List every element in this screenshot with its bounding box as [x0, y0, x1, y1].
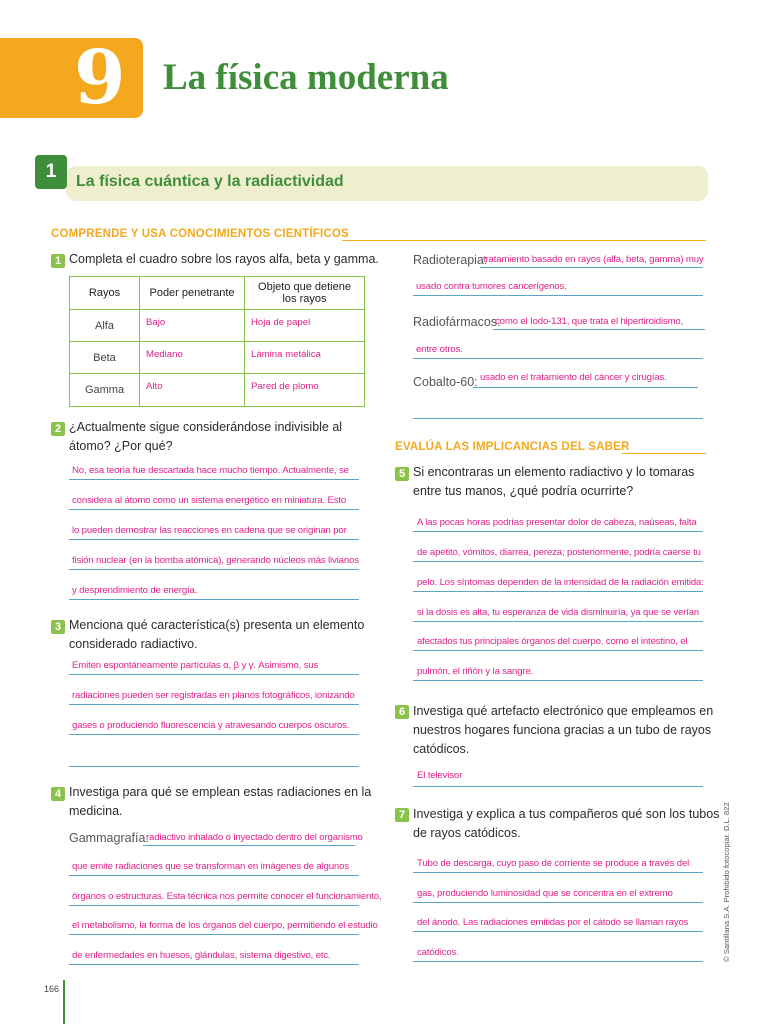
radiofarmacos-label: Radiofármacos:	[413, 315, 501, 329]
answer-line: de apetito, vómitos, diarrea, pereza; posteriormente, podría caerse tu	[413, 546, 703, 576]
table-cell: Hoja de papel	[245, 310, 365, 342]
table-header: Rayos	[70, 277, 140, 310]
section-number: 1	[35, 155, 67, 189]
question-3-line: Menciona qué característica(s) presenta un elemento	[69, 618, 365, 632]
question-3-text	[69, 616, 364, 654]
answer-line: El televisor	[413, 769, 703, 785]
table-cell: Beta	[70, 342, 140, 374]
table-cell: Alfa	[70, 310, 140, 342]
heading-comprende: COMPRENDE Y USA CONOCIMIENTOS CIENTÍFICOS	[51, 228, 349, 240]
answer-line: órganos o estructuras. Esta técnica nos permite conocer el funcionamiento,	[69, 890, 359, 919]
gammagrafia-label: Gammagrafía:	[69, 831, 149, 845]
question-number-7: 7	[395, 808, 409, 822]
question-6-line: nuestros hogares funciona gracias a un tubo de rayos	[413, 723, 712, 737]
table-cell: Mediano	[140, 342, 245, 374]
answer-line: fisión nuclear (en la bomba atómica), generando núcleos más livianos	[69, 554, 359, 584]
question-number-6: 6	[395, 705, 409, 719]
answer-5	[413, 516, 703, 695]
cobalto-label: Cobalto-60:	[413, 375, 478, 389]
answer-line: radiactivo inhalado o inyectado dentro del organismo	[143, 831, 355, 847]
answer-line: usado contra tumores cancerígenos.	[413, 280, 703, 296]
answer-line: Tubo de descarga, cuyo paso de corriente se produce a través del	[413, 857, 703, 887]
question-number-3: 3	[51, 620, 65, 634]
question-6-text	[413, 702, 713, 759]
answer-line: lo pueden demostrar las reacciones en cadena que se originan por	[69, 524, 359, 554]
radioterapia-label: Radioterapia:	[413, 253, 488, 267]
table-cell: Gamma	[70, 374, 140, 407]
question-7-text	[413, 805, 719, 843]
question-number-4: 4	[51, 787, 65, 801]
answer-line: No, esa teoría fue descartada hace mucho tiempo. Actualmente, se	[69, 464, 359, 494]
heading-evalua-rule	[622, 453, 706, 454]
chapter-number: 9	[74, 35, 126, 121]
answer-line: que emite radiaciones que se transforman en imágenes de algunos	[69, 860, 359, 890]
table-header: Poder penetrante	[140, 277, 245, 310]
question-number-1: 1	[51, 254, 65, 268]
answer-line: Emiten espontáneamente partículas α, β y γ. Asimismo, sus	[69, 659, 359, 689]
question-2-text	[69, 418, 342, 456]
answer-line	[413, 403, 703, 419]
page-number: 166	[44, 984, 60, 994]
table-row	[70, 342, 365, 374]
answer-line: radiaciones pueden ser registradas en planos fotográficos, ionizando	[69, 689, 359, 719]
question-1-text: Completa el cuadro sobre los rayos alfa, beta y gamma.	[69, 252, 379, 266]
copyright-notice: © Santillana S.A. Prohibido fotocopiar. D.L. 822	[722, 802, 731, 962]
table-row	[70, 374, 365, 407]
footer-rule	[63, 980, 65, 1024]
table-row	[70, 310, 365, 342]
question-5-line: Si encontraras un elemento radiactivo y lo tomaras	[413, 465, 695, 479]
answer-7	[413, 857, 703, 976]
answer-3	[69, 659, 359, 779]
answer-line: entre otros.	[413, 343, 703, 359]
question-2-line: átomo? ¿Por qué?	[69, 439, 173, 453]
question-7-line: Investiga y explica a tus compañeros qué son los tubos	[413, 807, 720, 821]
answer-line: si la dosis es alta, tu esperanza de vida disminuiría, ya que se verían	[413, 606, 703, 635]
answer-line: gases o produciendo fluorescencia y atravesando cuerpos oscuros.	[69, 719, 359, 749]
answer-line: pulmón, el riñón y la sangre.	[413, 665, 703, 695]
question-6-line: Investiga qué artefacto electrónico que empleamos en	[413, 704, 714, 718]
answer-line: del ánodo. Las radiaciones emitidas por el cátodo se llaman rayos	[413, 916, 703, 946]
answer-line: de enfermedades en huesos, glándulas, sistema digestivo, etc.	[69, 949, 359, 979]
table-cell: Pared de plomo	[245, 374, 365, 407]
section-title: La física cuántica y la radiactividad	[76, 173, 344, 190]
question-number-5: 5	[395, 467, 409, 481]
table-cell: Alto	[140, 374, 245, 407]
question-number-2: 2	[51, 422, 65, 436]
question-4-line: medicina.	[69, 804, 123, 818]
answer-line: A las pocas horas podrías presentar dolor de cabeza, naúseas, falta	[413, 516, 703, 546]
answer-line: y desprendimiento de energía.	[69, 584, 359, 614]
question-5-line: entre tus manos, ¿qué podría ocurrirte?	[413, 484, 634, 498]
question-5-text	[413, 463, 694, 501]
question-4-line: Investiga para qué se emplean estas radiaciones en la	[69, 785, 372, 799]
question-2-line: ¿Actualmente sigue considerándose indivisible al	[69, 420, 343, 434]
answer-2	[69, 464, 359, 614]
answer-line: gas, produciendo luminosidad que se concentra en el extremo	[413, 887, 703, 916]
question-6-line: catódicos.	[413, 742, 470, 756]
answer-line: el metabolismo, la forma de los órganos del cuerpo, permitiendo el estudio	[69, 919, 359, 949]
table-header: Objeto que detiene los rayos	[245, 277, 365, 310]
answer-line: tratamiento basado en rayos (alfa, beta, gamma) muy	[480, 253, 703, 269]
rays-table	[69, 276, 365, 407]
chapter-title: La física moderna	[163, 57, 449, 98]
answer-line: considera al átomo como un sistema energético en miniatura. Esto	[69, 494, 359, 524]
table-cell: Bajo	[140, 310, 245, 342]
question-7-line: de rayos catódicos.	[413, 826, 521, 840]
answer-line: catódicos.	[413, 946, 703, 976]
answer-4-gammagrafia	[69, 860, 382, 979]
table-cell: Lámina metálica	[245, 342, 365, 374]
question-3-line: considerado radiactivo.	[69, 637, 198, 651]
heading-evalua: EVALÚA LAS IMPLICANCIAS DEL SABER	[395, 441, 630, 453]
answer-line: pelo. Los síntomas dependen de la intensidad de la radiación emitida:	[413, 576, 703, 606]
question-4-text	[69, 783, 371, 821]
answer-line	[69, 749, 359, 779]
heading-comprende-rule	[342, 240, 706, 241]
answer-line: como el Iodo-131, que trata el hipertiroidismo,	[493, 315, 705, 331]
answer-line: afectados tus principales órganos del cuerpo, como el intestino, el	[413, 635, 703, 665]
answer-line: usado en el tratamiento del cáncer y cirugías.	[473, 371, 698, 389]
